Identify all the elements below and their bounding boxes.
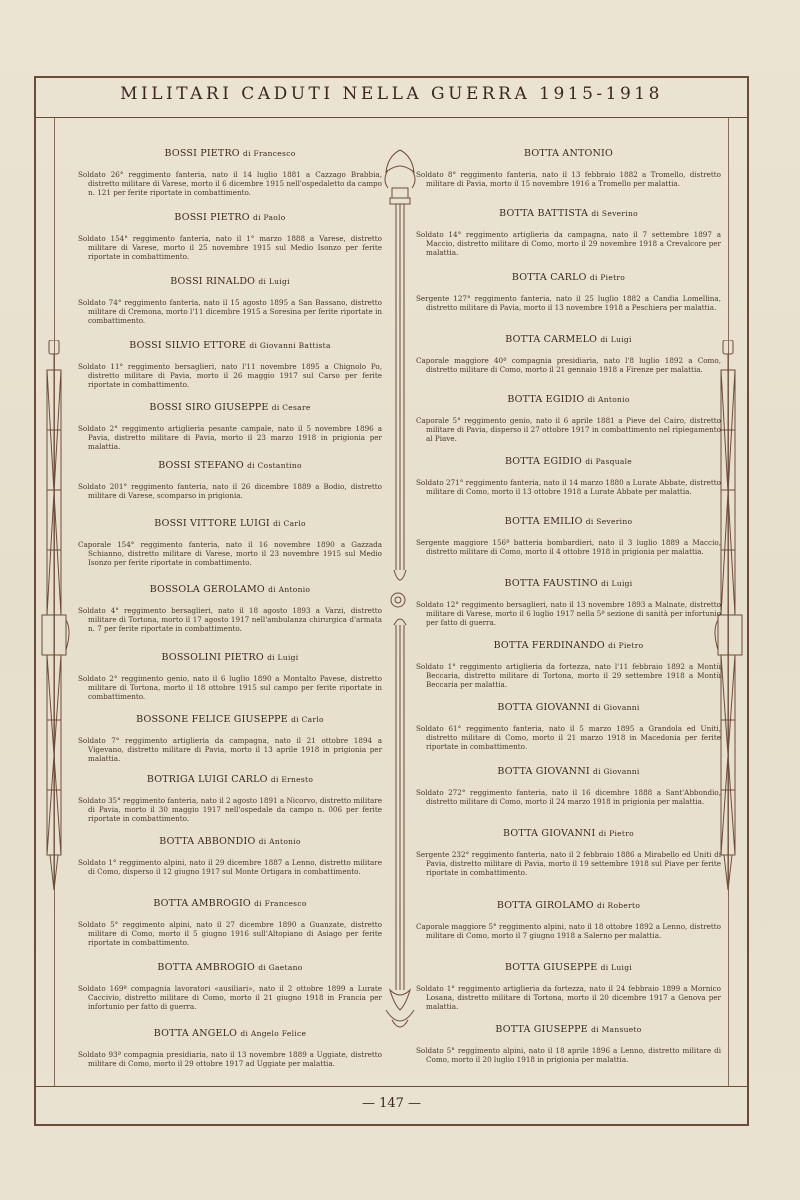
entry-parent: di Francesco	[254, 899, 307, 908]
entry-parent: di Costantino	[247, 461, 302, 470]
entry-parent: di Pietro	[598, 829, 634, 838]
entry	[78, 714, 382, 763]
entry-name: BOTTA GIUSEPPE	[504, 962, 598, 973]
entry-parent: di Pasquale	[585, 457, 633, 466]
entry	[416, 272, 721, 313]
entry-text: Caporale maggiore 5° reggimento alpini, nato il 18 ottobre 1892 a Lenno, distretto militare di Como, morto il 7 giugno 1918 a Salerno per malattia.	[416, 922, 721, 940]
entry-name: BOTTA FAUSTINO	[504, 578, 598, 589]
entry-parent: di Pietro	[608, 641, 644, 650]
entry-parent: di Angelo Felice	[240, 1029, 307, 1038]
entry	[78, 402, 382, 451]
entry-parent: di Mansueto	[591, 1025, 642, 1034]
entry-name: BOSSI SIRO GIUSEPPE	[149, 402, 269, 413]
entry-parent: di Roberto	[597, 901, 641, 910]
entry	[416, 766, 721, 807]
entry-text: Soldato 61° reggimento fanteria, nato il 5 marzo 1895 a Grandola ed Uniti, distretto militare di Como, morto il 21 marzo 1918 in Macedonia per ferite riportate in combattimento.	[416, 724, 721, 751]
entry-text: Caporale 154° reggimento fanteria, nato il 16 novembre 1890 a Gazzada Schianno, distretto militare di Varese, morto il 23 novembre 1915 sul Medio Isonzo per ferite riportate in combattimento.	[78, 540, 382, 567]
entry-text: Soldato 7° reggimento artiglieria da campagna, nato il 21 ottobre 1894 a Vigevano, distretto militare di Pavia, morto il 13 aprile 1918 in prigionia per malattia.	[78, 736, 382, 763]
entry-name: BOTTA ABBONDIO	[159, 836, 256, 847]
entry-text: Soldato 1° reggimento artiglieria da fortezza, nato l'11 febbraio 1892 a Montù Beccaria, distretto militare di Tortona, morto il 29 settembre 1918 a Montù Beccaria per malattia.	[416, 662, 721, 689]
entry	[416, 702, 721, 751]
entry-name: BOTTA AMBROGIO	[157, 962, 256, 973]
entry-text: Caporale maggiore 40ª compagnia presidiaria, nato l'8 luglio 1892 a Como, distretto militare di Como, morto il 21 gennaio 1918 a Firenze per malattia.	[416, 356, 721, 374]
entry-parent: di Luigi	[267, 653, 299, 662]
entry	[416, 394, 721, 443]
entry-text: Caporale 5° reggimento genio, nato il 6 aprile 1881 a Pieve del Cairo, distretto militare di Pavia, disperso il 27 ottobre 1917 in combattimento nel ripiegamento al Piave.	[416, 416, 721, 443]
page-number: — 147 —	[361, 1096, 422, 1111]
entry-name: BOSSI PIETRO	[174, 212, 250, 223]
entry-name: BOSSOLA GEROLAMO	[149, 584, 265, 595]
entry	[78, 836, 382, 877]
entry	[78, 276, 382, 325]
entry-text: Soldato 154° reggimento fanteria, nato il 1° marzo 1888 a Varese, distretto militare di Varese, morto il 25 novembre 1915 sul Medio Isonzo per ferite riportate in combattimento.	[78, 234, 382, 261]
entry-parent: di Luigi	[258, 277, 290, 286]
entry-parent: di Antonio	[258, 837, 301, 846]
entry	[416, 456, 721, 497]
entry-text: Sergente 127° reggimento fanteria, nato il 25 luglio 1882 a Candia Lomellina, distretto militare di Pavia, morto il 13 novembre 1918 a Peschiera per malattia.	[416, 294, 721, 312]
entry-name: BOTTA EGIDIO	[507, 394, 585, 405]
entry-text: Soldato 35° reggimento fanteria, nato il 2 agosto 1891 a Nicorvo, distretto militare di Pavia, morto il 30 maggio 1917 nell'ospedale da campo n. 006 per ferite riportate in combattimento.	[78, 796, 382, 823]
entry-text: Soldato 93ª compagnia presidiaria, nato il 13 novembre 1889 a Uggiate, distretto militare di Como, morto il 29 ottobre 1917 ad Uggiate per malattia.	[78, 1050, 382, 1068]
entry-parent: di Giovanni	[593, 767, 640, 776]
entry	[416, 148, 721, 189]
entry-text: Soldato 14° reggimento artiglieria da campagna, nato il 7 settembre 1897 a Maccio, distretto militare di Como, morto il 29 novembre 1918 a Crevalcore per malattia.	[416, 230, 721, 257]
entry-text: Soldato 1° reggimento alpini, nato il 29 dicembre 1887 a Lenno, distretto militare di Como, disperso il 12 giugno 1917 sul Monte Ortigara in combattimento.	[78, 858, 382, 876]
entry-parent: di Luigi	[600, 335, 632, 344]
entry	[78, 460, 382, 501]
entry-name: BOTTA GIROLAMO	[496, 900, 594, 911]
entry-text: Soldato 74° reggimento fanteria, nato il 15 agosto 1895 a San Bassano, distretto militare di Cremona, morto l'11 dicembre 1915 a Soresina per ferite riportate in combattimento.	[78, 298, 382, 325]
entry-name: BOSSONE FELICE GIUSEPPE	[136, 714, 288, 725]
entry	[78, 584, 382, 633]
entry-text: Soldato 4° reggimento bersaglieri, nato il 18 agosto 1893 a Varzi, distretto militare di Tortona, morto il 17 agosto 1917 nell'ambulanza chirurgica d'armata n. 7 per ferite riportate in combattimento.	[78, 606, 382, 633]
entry	[416, 828, 721, 877]
entry-parent: di Antonio	[587, 395, 630, 404]
entry-text: Soldato 2° reggimento artiglieria pesante campale, nato il 5 novembre 1896 a Pavia, distretto militare di Pavia, morto il 23 marzo 1918 in prigionia per malattia.	[78, 424, 382, 451]
entry	[78, 962, 382, 1011]
entry-parent: di Severino	[591, 209, 638, 218]
entry	[416, 578, 721, 627]
entry-name: BOTTA GIOVANNI	[497, 702, 590, 713]
entry-name: BOSSI RINALDO	[170, 276, 256, 287]
entry	[78, 774, 382, 823]
entry-parent: di Pietro	[589, 273, 626, 282]
entry	[416, 1024, 721, 1065]
entry-text: Soldato 8° reggimento fanteria, nato il 13 febbraio 1882 a Tromello, distretto militare di Pavia, morto il 15 novembre 1916 a Tromello per malattia.	[416, 170, 721, 188]
entry-name: BOTTA ANGELO	[153, 1028, 238, 1039]
entry-text: Soldato 5° reggimento alpini, nato il 18 aprile 1896 a Lenno, distretto militare di Como, morto il 20 luglio 1918 in prigionia per malattia.	[416, 1046, 721, 1064]
entry-parent: di Giovanni	[593, 703, 640, 712]
entry-name: BOTTA BATTISTA	[499, 208, 589, 219]
entry-name: BOSSOLINI PIETRO	[161, 652, 264, 663]
entry	[416, 900, 721, 941]
entry-name: BOTTA ANTONIO	[524, 148, 613, 159]
entry-parent: di Carlo	[291, 715, 324, 724]
entry	[416, 640, 721, 689]
entry-parent: di Luigi	[601, 579, 633, 588]
entry-text: Soldato 5° reggimento alpini, nato il 27 dicembre 1890 a Guanzate, distretto militare di Como, morto il 5 giugno 1916 sull'Altopiano di Asiago per ferite riportate in combattimento.	[78, 920, 382, 947]
entry-parent: di Cesare	[271, 403, 311, 412]
entry	[416, 334, 721, 375]
entry-parent: di Luigi	[600, 963, 633, 972]
entry	[78, 148, 382, 197]
entry	[78, 898, 382, 947]
entry-name: BOSSI PIETRO	[164, 148, 240, 159]
entry-name: BOTTA GIOVANNI	[503, 828, 596, 839]
entry	[416, 516, 721, 557]
entry-name: BOTTA EGIDIO	[504, 456, 582, 467]
entry-name: BOTTA AMBROGIO	[153, 898, 251, 909]
entry-text: Soldato 169ª compagnia lavoratori «ausiliari», nato il 2 ottobre 1899 a Lurate Caccivio, distretto militare di Como, morto il 21 giugno 1918 in Francia per infortunio per fatto di guerra.	[78, 984, 382, 1011]
entry-text: Soldato 26° reggimento fanteria, nato il 14 luglio 1881 a Cazzago Brabbia, distretto militare di Varese, morto il 6 dicembre 1915 nell'ospedaletto da campo n. 121 per ferite riportate in combattimento.	[78, 170, 382, 197]
entry-text: Soldato 12° reggimento bersaglieri, nato il 13 novembre 1893 a Malnate, distretto militare di Varese, morto il 6 luglio 1917 nella 5ª sezione di sanità per infortunio per fatto di guerra.	[416, 600, 721, 627]
entry	[416, 208, 721, 257]
entry-parent: di Francesco	[243, 149, 296, 158]
entry-name: BOTRIGA LUIGI CARLO	[146, 774, 268, 785]
entry-parent: di Gaetano	[258, 963, 303, 972]
entry-name: BOTTA CARLO	[511, 272, 587, 283]
entry-text: Soldato 1° reggimento artiglieria da fortezza, nato il 24 febbraio 1899 a Mornico Losana, distretto militare di Tortona, morto il 20 dicembre 1917 a Genova per malattia.	[416, 984, 721, 1011]
entry-name: BOTTA EMILIO	[504, 516, 583, 527]
entry-name: BOTTA GIOVANNI	[497, 766, 590, 777]
entry-parent: di Severino	[585, 517, 633, 526]
entry-parent: di Carlo	[273, 519, 306, 528]
entry	[78, 1028, 382, 1069]
entry-text: Soldato 272° reggimento fanteria, nato il 16 dicembre 1888 a Sant'Abbondio, distretto militare di Como, morto il 24 marzo 1918 in prigionia per malattia.	[416, 788, 721, 806]
entry-name: BOTTA GIUSEPPE	[495, 1024, 588, 1035]
entry	[78, 652, 382, 701]
entry	[78, 340, 382, 389]
entry	[416, 962, 721, 1011]
entry-text: Soldato 271° reggimento fanteria, nato il 14 marzo 1880 a Lurate Abbate, distretto militare di Como, morto il 13 ottobre 1918 a Lurate Abbate per malattia.	[416, 478, 721, 496]
entry-name: BOSSI VITTORE LUIGI	[154, 518, 270, 529]
entry-name: BOSSI STEFANO	[158, 460, 244, 471]
entry-name: BOTTA FERDINANDO	[493, 640, 605, 651]
entry-parent: di Antonio	[268, 585, 311, 594]
left-fasces-ornament	[38, 340, 72, 900]
entry-text: Soldato 11° reggimento bersaglieri, nato l'11 novembre 1895 a Chignolo Po, distretto militare di Pavia, morto il 26 maggio 1917 sul Carso per ferite riportate in combattimento.	[78, 362, 382, 389]
page-title: MILITARI CADUTI NELLA GUERRA 1915-1918	[120, 84, 663, 104]
entry-parent: di Paolo	[252, 213, 286, 222]
entry	[78, 518, 382, 567]
entry-name: BOTTA CARMELO	[505, 334, 598, 345]
entry-text: Sergente 232° reggimento fanteria, nato il 2 febbraio 1886 a Mirabello ed Uniti di Pavia, distretto militare di Pavia, morto il 19 settembre 1918 sul Piave per ferite riportate in combattimento.	[416, 850, 721, 877]
entry	[78, 212, 382, 261]
entry-text: Sergente maggiore 156ª batteria bombardieri, nato il 3 luglio 1889 a Maccio, distretto militare di Como, morto il 4 ottobre 1918 in prigionia per malattia.	[416, 538, 721, 556]
entry-parent: di Giovanni Battista	[249, 341, 331, 350]
center-column-ornament	[380, 140, 420, 1040]
entry-text: Soldato 201° reggimento fanteria, nato il 26 dicembre 1889 a Bodio, distretto militare di Varese, scomparso in prigionia.	[78, 482, 382, 500]
entry-text: Soldato 2° reggimento genio, nato il 6 luglio 1890 a Montalto Pavese, distretto militare di Tortona, morto il 18 ottobre 1915 sul campo per ferite riportate in combattimento.	[78, 674, 382, 701]
entry-parent: di Ernesto	[270, 775, 314, 784]
entry-name: BOSSI SILVIO ETTORE	[129, 340, 247, 351]
